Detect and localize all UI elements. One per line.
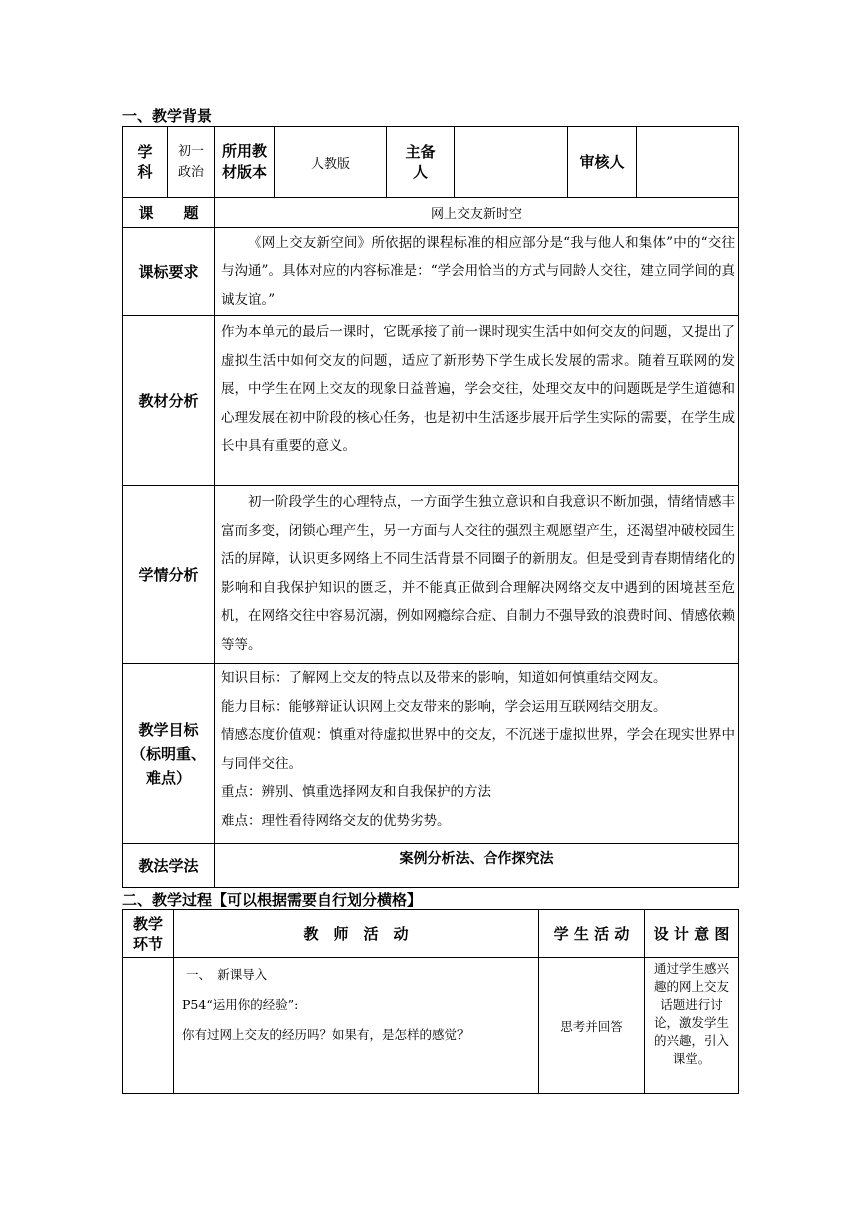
row-student-activity: 思考并回答 [539, 958, 645, 1094]
standard-paragraph: 《网上交友新空间》所依据的课程标准的相应部分是“我与他人和集体”中的“交往与沟通”。具体对应的内容标准是：“学会用恰当的方式与同龄人交往，建立同学间的真诚友谊。” [221, 234, 735, 308]
row-teacher-activity [174, 958, 539, 1094]
student-paragraph: 初一阶段学生的心理特点，一方面学生独立意识和自我意识不断加强，情绪情感丰富而多变，闭锁心理产生，另一方面与人交往的强烈主观愿望产生，还渴望冲破校园生活的屏障，认识更多网络上不同生活背景不同圈子的新朋友。但是受到青春期情绪化的影响和自我保护知识的匮乏，并不能真正做到合理解决网络交友中遇到的困境甚至危机，在网络交往中容易沉溺，例如网瘾综合症、自制力不强导致的浪费时间、情感依赖等等。 [221, 494, 735, 653]
col-stage-header: 教学环节 [123, 910, 174, 958]
goal-difficulty: 难点：理性看待网络交友的优势劣势。 [221, 812, 451, 829]
teaching-process-table [122, 909, 739, 1094]
section-2-title: 二、教学过程【可以根据需要自行划分横格】 [122, 891, 423, 909]
row-design-intent: 通过学生感兴趣的网上交友话题进行讨论，激发学生的兴趣，引入课堂。 [645, 958, 739, 1094]
preparer-value [455, 127, 568, 198]
table-row [123, 958, 739, 1094]
standard-label: 课标要求 [123, 228, 215, 316]
col-student-header: 学 生 活 动 [539, 910, 645, 958]
method-value: 案例分析法、合作探究法 [215, 844, 739, 888]
reviewer-label: 审核人 [568, 127, 637, 198]
goal-ability: 能力目标：能够辩证认识网上交友带来的影响，学会运用互联网结交朋友。 [221, 698, 667, 715]
teacher-line: P54“运用你的经验”: [182, 997, 299, 1012]
standard-text [215, 228, 739, 316]
goals-label: 教学目标（标明重、难点） [123, 664, 215, 844]
col-teacher-header: 教 师 活 动 [174, 910, 539, 958]
material-label: 教材分析 [123, 316, 215, 486]
goal-knowledge: 知识目标：了解网上交友的特点以及带来的影响，知道如何慎重结交网友。 [221, 670, 667, 686]
goal-key-point: 重点：辨别、慎重选择网友和自我保护的方法 [221, 784, 491, 800]
section-1-title: 一、教学背景 [122, 107, 213, 125]
textbook-label: 所用教材版本 [215, 127, 275, 198]
textbook-value: 人教版 [275, 127, 387, 198]
student-label: 学情分析 [123, 486, 215, 664]
goal-emotion: 情感态度价值观：慎重对待虚拟世界中的交友，不沉迷于虚拟世界，学会在现实世界中与同伴交往。 [221, 727, 735, 772]
topic-value: 网上交友新时空 [215, 198, 739, 228]
material-text [215, 316, 739, 486]
row-stage [123, 958, 174, 1094]
topic-label: 课 题 [123, 198, 215, 228]
teacher-line: 你有过网上交友的经历吗？如果有，是怎样的感觉？ [182, 1027, 470, 1042]
teaching-background-table [122, 126, 739, 888]
preparer-label: 主备人 [387, 127, 455, 198]
teacher-line: 一、 新课导入 [186, 967, 268, 982]
col-design-header: 设 计 意 图 [645, 910, 739, 958]
method-label: 教法学法 [123, 844, 215, 888]
student-text [215, 486, 739, 664]
subject-value: 初一政治 [168, 127, 215, 198]
material-paragraph: 作为本单元的最后一课时，它既承接了前一课时现实生活中如何交友的问题，又提出了虚拟生活中如何交友的问题，适应了新形势下学生成长发展的需求。随着互联网的发展，中学生在网上交友的现象日益普遍，学会交往，处理交友中的问题既是学生道德和心理发展在初中阶段的核心任务，也是初中生活逐步展开后学生实际的需要，在学生成长中具有重要的意义。 [221, 324, 735, 454]
goals-text [215, 664, 739, 844]
reviewer-value [637, 127, 739, 198]
subject-label: 学科 [123, 127, 168, 198]
